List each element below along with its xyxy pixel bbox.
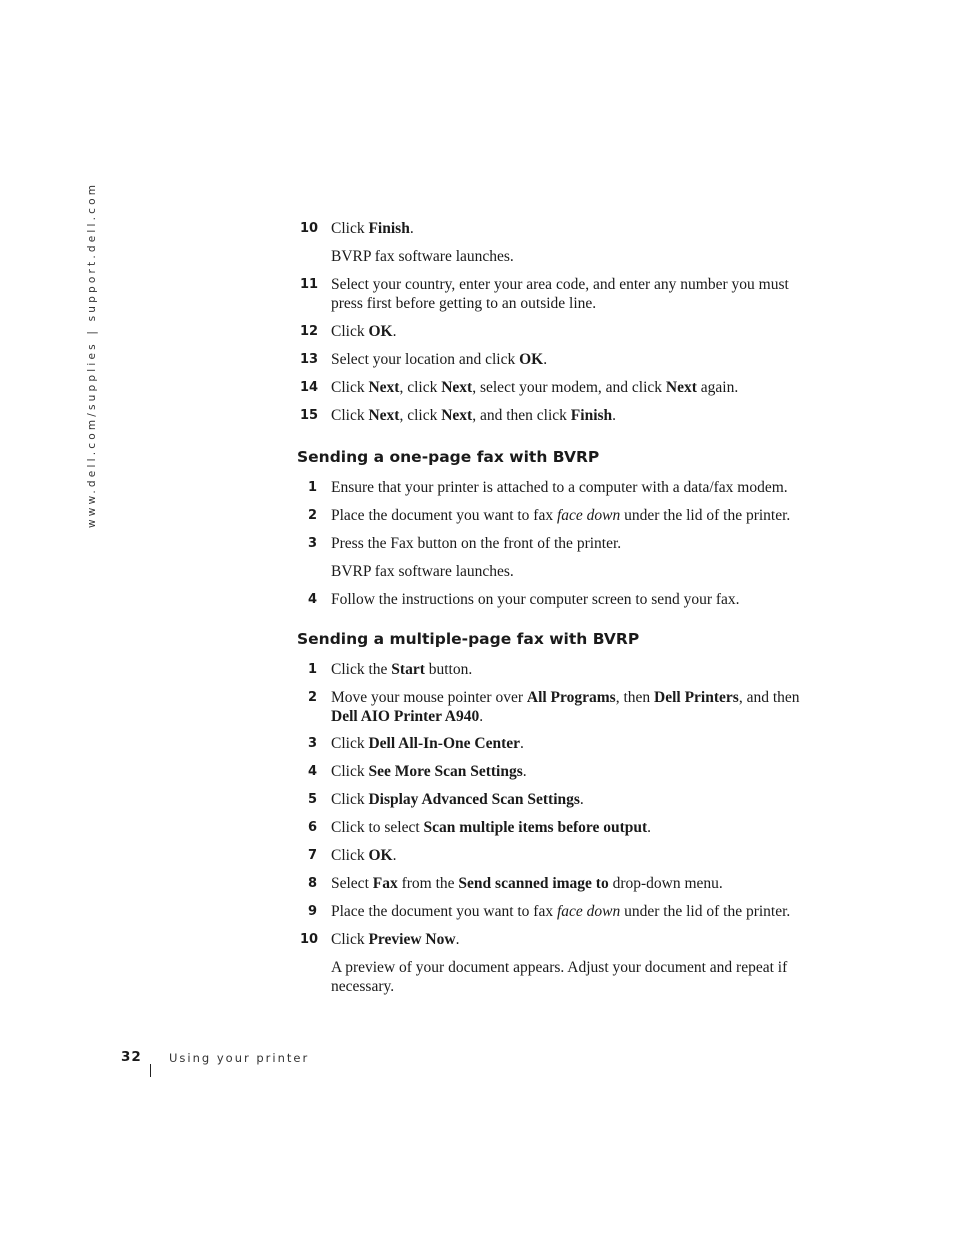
step-text: Click See More Scan Settings. — [331, 763, 527, 780]
step-text: Click Dell All-In-One Center. — [331, 735, 524, 752]
footer-divider — [150, 1064, 151, 1077]
step-number: 2 — [307, 508, 317, 523]
page-number: 32 — [121, 1049, 142, 1065]
step-text: Click Next, click Next, select your modem, and click Next again. — [331, 379, 739, 396]
step-text: Ensure that your printer is attached to a computer with a data/fax modem. — [331, 479, 788, 496]
step-number: 6 — [307, 820, 317, 835]
step-number: 13 — [300, 352, 319, 367]
step-number: 4 — [307, 592, 317, 607]
step-number: 3 — [307, 536, 317, 551]
step-number: 3 — [307, 736, 317, 751]
step-text: Click Preview Now. — [331, 931, 460, 948]
step-text: Follow the instructions on your computer screen to send your fax. — [331, 591, 740, 608]
step-number: 2 — [307, 690, 317, 705]
step-number: 4 — [307, 764, 317, 779]
step-number: 10 — [300, 932, 319, 947]
sidebar-url: www.dell.com/supplies | support.dell.com — [86, 181, 98, 528]
section-heading-one-page: Sending a one-page fax with BVRP — [297, 448, 600, 466]
step-text: Click the Start button. — [331, 661, 473, 678]
step-text: Click OK. — [331, 323, 397, 340]
step-number: 8 — [307, 876, 317, 891]
step-note: A preview of your document appears. Adjust your document and repeat if necessary. — [331, 959, 788, 995]
step-text: Press the Fax button on the front of the printer. — [331, 535, 622, 552]
step-number: 14 — [300, 380, 319, 395]
step-note: BVRP fax software launches. — [331, 563, 514, 580]
step-text: Click Display Advanced Scan Settings. — [331, 791, 584, 808]
step-text: Click OK. — [331, 847, 397, 864]
step-number: 12 — [300, 324, 319, 339]
step-text: Move your mouse pointer over All Programs, then Dell Printers, and then Dell AIO Printer A940. — [331, 689, 800, 725]
footer-title: Using your printer — [169, 1051, 310, 1065]
step-text: Click Next, click Next, and then click Finish. — [331, 407, 617, 424]
step-text: Click Finish. — [331, 220, 414, 237]
step-number: 10 — [300, 221, 319, 236]
step-text: Select your country, enter your area code, and enter any number you must press first before getting to an outside line. — [331, 276, 789, 312]
step-number: 1 — [307, 662, 317, 677]
step-note: BVRP fax software launches. — [331, 248, 514, 265]
step-text: Select Fax from the Send scanned image to drop-down menu. — [331, 875, 723, 892]
step-text: Click to select Scan multiple items before output. — [331, 819, 652, 836]
step-number: 15 — [300, 408, 319, 423]
step-text: Place the document you want to fax face down under the lid of the printer. — [331, 903, 791, 920]
step-text: Place the document you want to fax face down under the lid of the printer. — [331, 507, 791, 524]
step-number: 11 — [300, 277, 319, 292]
step-number: 5 — [307, 792, 317, 807]
step-number: 7 — [307, 848, 317, 863]
step-text: Select your location and click OK. — [331, 351, 548, 368]
section-heading-multi-page: Sending a multiple-page fax with BVRP — [297, 630, 640, 648]
step-number: 9 — [307, 904, 317, 919]
step-number: 1 — [307, 480, 317, 495]
